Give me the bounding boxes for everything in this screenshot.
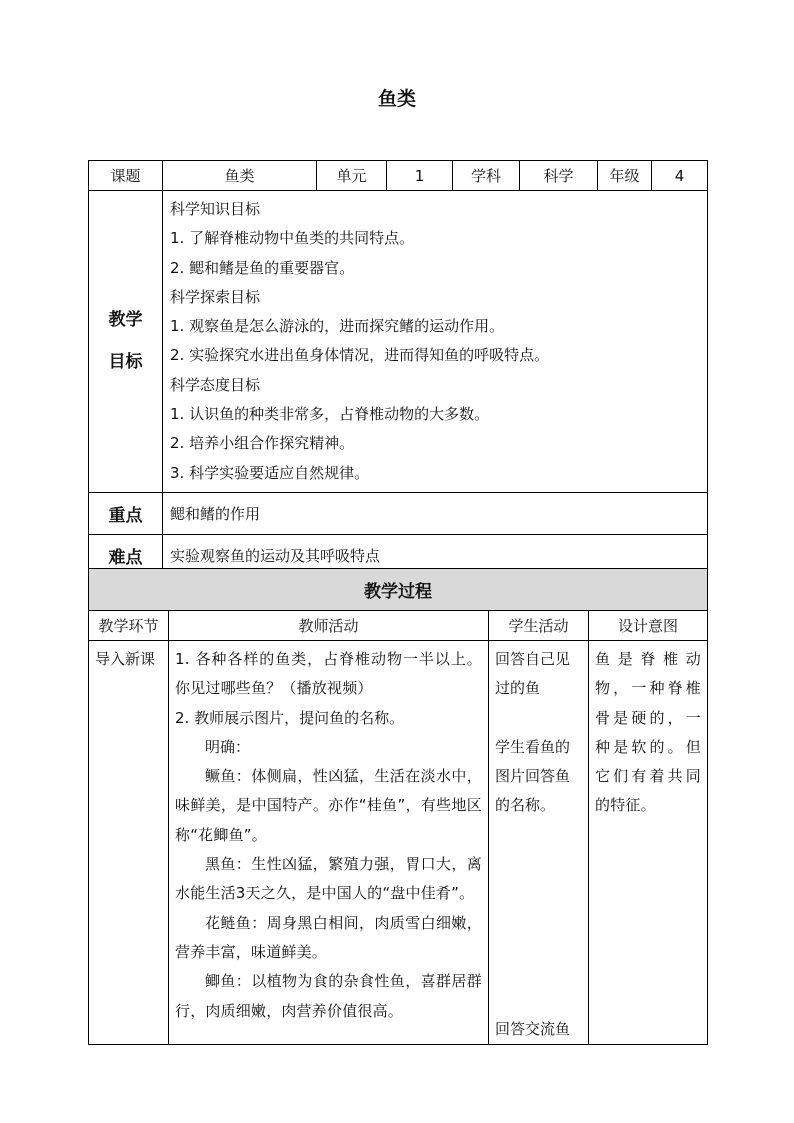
key-point-label: 重点 xyxy=(89,492,163,534)
lesson-info-table xyxy=(88,160,708,577)
design-intent-cell xyxy=(589,641,708,1045)
teacher-activity-paragraph: 1. 各种各样的鱼类，占脊椎动物一半以上。你见过哪些鱼？（播放视频） xyxy=(175,650,482,698)
subject-value: 科学 xyxy=(520,161,598,191)
teaching-process-table xyxy=(88,568,708,1045)
student-activity-paragraph: 学生看鱼的图片回答鱼的名称。 xyxy=(495,737,571,815)
teacher-activity-paragraph: 黑鱼：生性凶猛，繁殖力强，胃口大，离水能生活3天之久，是中国人的“盘中佳肴”。 xyxy=(175,855,482,903)
difficulty-label: 难点 xyxy=(89,534,163,576)
objective-line: 1. 了解脊椎动物中鱼类的共同特点。 xyxy=(170,229,415,248)
topic-label: 课题 xyxy=(89,161,163,191)
topic-value: 鱼类 xyxy=(163,161,317,191)
objective-line: 2. 实验探究水进出鱼身体情况，进而得知鱼的呼吸特点。 xyxy=(170,346,550,365)
subject-label: 学科 xyxy=(453,161,520,191)
key-point-value: 鳃和鳍的作用 xyxy=(163,492,708,534)
objective-line: 科学探索目标 xyxy=(170,287,261,306)
student-activity-paragraph: 回答自己见过的鱼 xyxy=(495,650,571,698)
objectives-content xyxy=(163,191,708,493)
teacher-activity-paragraph: 2. 教师展示图片，提问鱼的名称。 xyxy=(175,708,405,727)
column-header-design: 设计意图 xyxy=(589,611,708,641)
objectives-label: 教学 目标 xyxy=(89,191,163,493)
objective-line: 1. 认识鱼的种类非常多，占脊椎动物的大多数。 xyxy=(170,405,490,424)
design-intent-text: 鱼是脊椎动物，一种脊椎骨是硬的，一种是软的。但它们有着共同的特征。 xyxy=(595,650,701,815)
column-header-stage: 教学环节 xyxy=(89,611,169,641)
student-activity-paragraph: 回答交流鱼 xyxy=(495,1019,571,1038)
objective-line: 3. 科学实验要适应自然规律。 xyxy=(170,463,370,482)
stage-name: 导入新课 xyxy=(95,650,156,668)
teacher-activity-paragraph: 花鲢鱼：周身黑白相间，肉质雪白细嫩，营养丰富，味道鲜美。 xyxy=(175,913,482,961)
unit-label: 单元 xyxy=(317,161,387,191)
objective-line: 2. 鳃和鳍是鱼的重要器官。 xyxy=(170,258,355,277)
column-header-student: 学生活动 xyxy=(489,611,589,641)
column-header-teacher: 教师活动 xyxy=(169,611,489,641)
grade-label: 年级 xyxy=(598,161,652,191)
process-banner: 教学过程 xyxy=(89,569,708,611)
grade-value: 4 xyxy=(652,161,708,191)
objective-line: 科学态度目标 xyxy=(170,375,261,394)
teacher-activity-paragraph: 鳜鱼：体侧扁，性凶猛，生活在淡水中，味鲜美，是中国特产。亦作“桂鱼”，有些地区称“花鲫鱼”。 xyxy=(175,767,482,844)
student-activity-cell xyxy=(489,641,589,1045)
difficulty-value: 实验观察鱼的运动及其呼吸特点 xyxy=(163,534,708,576)
teacher-activity-cell xyxy=(169,641,489,1045)
document-title: 鱼类 xyxy=(377,88,416,110)
objective-line: 2. 培养小组合作探究精神。 xyxy=(170,434,355,453)
objective-line: 1. 观察鱼是怎么游泳的，进而探究鳍的运动作用。 xyxy=(170,317,505,336)
teacher-activity-paragraph: 鲫鱼：以植物为食的杂食性鱼，喜群居群行，肉质细嫩，肉营养价值很高。 xyxy=(175,972,482,1020)
stage-cell xyxy=(89,641,169,1045)
unit-value: 1 xyxy=(387,161,453,191)
teacher-activity-paragraph: 明确： xyxy=(205,737,251,756)
objective-line: 科学知识目标 xyxy=(170,200,261,218)
